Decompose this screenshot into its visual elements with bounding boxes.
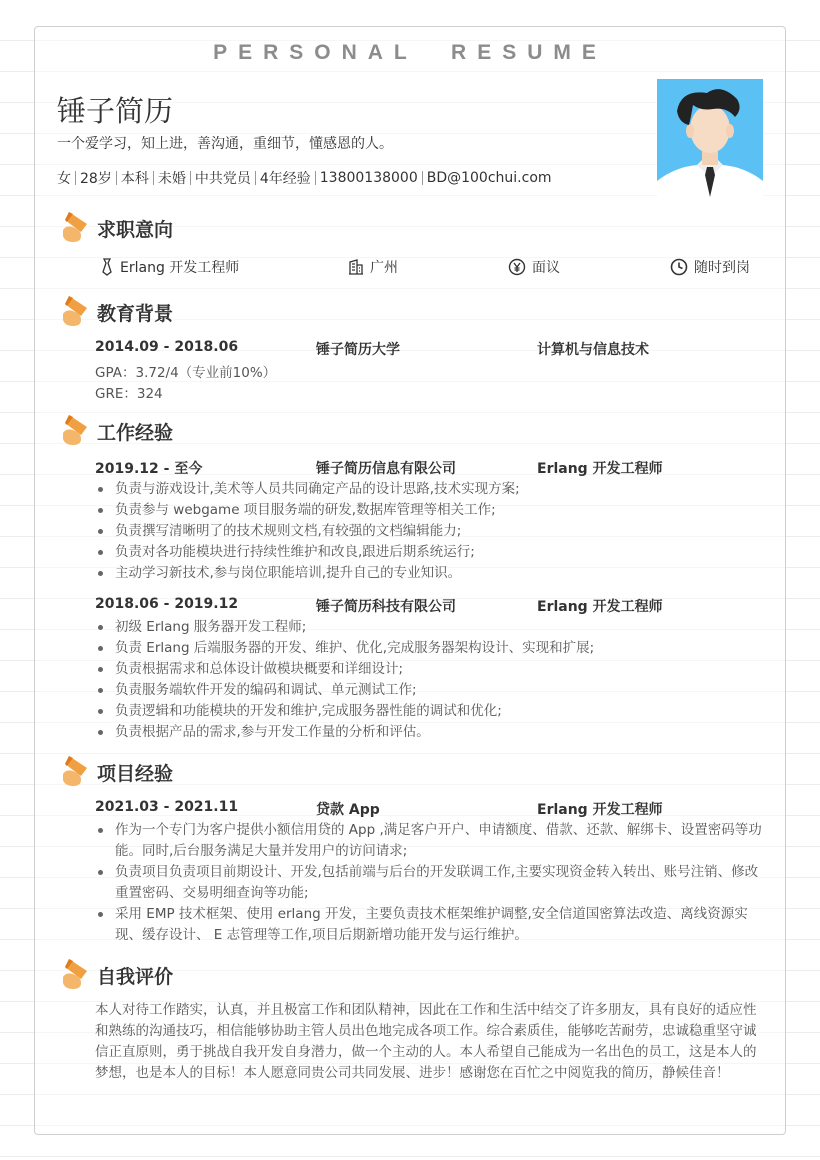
intent-position [100, 257, 239, 277]
list-item: 主动学习新技术,参与岗位职能培训,提升自己的专业知识。 [95, 563, 765, 584]
work-role: Erlang 开发工程师 [537, 599, 663, 615]
list-item: 负责撰写清晰明了的技术规则文档,有较强的文档编辑能力; [95, 521, 765, 542]
list-item: 负责根据产品的需求,参与开发工作量的分析和评估。 [95, 722, 765, 743]
info-political: 中共党员 [194, 171, 251, 187]
pencil-icon [61, 754, 91, 788]
intent-arrival-label: 随时到岗 [694, 260, 750, 276]
info-gender: 女 [57, 171, 71, 187]
section-title: 自我评价 [97, 965, 174, 988]
info-experience: 4年经验 [259, 171, 311, 187]
pencil-icon [61, 294, 91, 328]
pencil-icon [61, 210, 91, 244]
list-item: 负责参与 webgame 项目服务端的研发,数据库管理等相关工作; [95, 500, 765, 521]
info-degree: 本科 [120, 171, 149, 187]
candidate-motto: 一个爱学习，知上进，善沟通，重细节，懂感恩的人。 [57, 136, 393, 152]
list-item: 负责逻辑和功能模块的开发和维护,完成服务器性能的调试和优化; [95, 701, 765, 722]
basic-info-row [57, 168, 552, 188]
list-item: 负责服务端软件开发的编码和调试、单元测试工作; [95, 680, 765, 701]
self-evaluation-text: 本人对待工作踏实，认真，并且极富工作和团队精神，因此在工作和生活中结交了许多朋友，具有良好的适应性和熟练的沟通技巧，相信能够协助主管人员出色地完成各项工作。综合素质佳，能够吃苦耐劳，忠诚稳重坚守诚信正直原则，勇于挑战自我开发自身潜力，做一个主动的人。本人希望自己能成为一名出色的员工，这是本人的梦想，也是本人的目标！本人愿意同贵公司共同发展、进步！感谢您在百忙之中阅览我的简历，静候佳音！ [95, 1002, 757, 1081]
pencil-icon [61, 413, 91, 447]
work-duties-list [95, 617, 765, 743]
list-item: 负责对各功能模块进行持续性维护和改良,跟进后期系统运行; [95, 542, 765, 563]
project-duties-list [95, 820, 765, 946]
building-icon [348, 259, 364, 275]
education-gre: GRE：324 [95, 386, 163, 402]
education-school: 锤子简历大学 [316, 342, 400, 358]
project-name: 贷款 App [316, 802, 380, 818]
education-gpa: GPA：3.72/4（专业前10%） [95, 365, 277, 381]
intent-city [348, 257, 398, 277]
work-header-row [95, 596, 755, 616]
work-company: 锤子简历信息有限公司 [316, 461, 456, 477]
project-role: Erlang 开发工程师 [537, 802, 663, 818]
list-item: 采用 EMP 技术框架、使用 erlang 开发，主要负责技术框架维护调整,安全信道国密算法改造、离线资源实现、缓存设计、 E 志管理等工作,项目后期新增功能开发与运行维护。 [95, 904, 765, 946]
candidate-name: 锤子简历 [57, 94, 174, 128]
section-title: 教育背景 [97, 302, 174, 325]
list-item: 负责项目负责项目前期设计、开发,包括前端与后台的开发联调工作,主要实现资金转入转出、账号注销、修改重置密码、交易明细查询等功能; [95, 862, 765, 904]
list-item: 初级 Erlang 服务器开发工程师; [95, 617, 765, 638]
work-duties-list [95, 479, 765, 584]
work-period: 2019.12 - 至今 [95, 461, 203, 477]
work-role: Erlang 开发工程师 [537, 461, 663, 477]
section-title: 求职意向 [97, 218, 174, 241]
intent-salary [508, 257, 560, 277]
info-age: 28岁 [80, 171, 112, 187]
education-header-row [95, 339, 755, 359]
tie-icon [100, 258, 114, 276]
work-company: 锤子简历科技有限公司 [316, 599, 456, 615]
clock-icon [670, 258, 688, 276]
work-header-row [95, 458, 755, 478]
job-intent-row [95, 257, 765, 279]
intent-position-label: Erlang 开发工程师 [120, 260, 240, 276]
section-title: 项目经验 [97, 762, 174, 785]
resume-page [34, 26, 786, 1135]
list-item: 负责与游戏设计,美术等人员共同确定产品的设计思路,技术实现方案; [95, 479, 765, 500]
project-period: 2021.03 - 2021.11 [95, 799, 239, 815]
yen-icon [508, 258, 526, 276]
section-header-project [61, 754, 173, 788]
work-period: 2018.06 - 2019.12 [95, 596, 239, 612]
info-marital: 未婚 [157, 171, 186, 187]
pencil-icon [61, 957, 91, 991]
list-item: 负责 Erlang 后端服务器的开发、维护、优化,完成服务器架构设计、实现和扩展; [95, 638, 765, 659]
project-header-row [95, 799, 755, 819]
section-header-intent [61, 210, 173, 244]
education-period: 2014.09 - 2018.06 [95, 339, 239, 355]
list-item: 作为一个专门为客户提供小额信用贷的 App ,满足客户开户、申请额度、借款、还款、解绑卡、设置密码等功能。同时,后台服务满足大量并发用户的访问请求; [95, 820, 765, 862]
resume-banner: PERSONAL RESUME [213, 41, 607, 64]
info-email: BD@100chui.com [426, 170, 552, 186]
section-title: 工作经验 [97, 421, 174, 444]
section-header-self [61, 957, 173, 991]
intent-city-label: 广州 [370, 260, 398, 276]
education-major: 计算机与信息技术 [537, 342, 649, 358]
intent-arrival [670, 257, 750, 277]
avatar-photo [657, 79, 763, 199]
info-phone: 13800138000 [319, 170, 418, 186]
section-header-education [61, 294, 173, 328]
list-item: 负责根据需求和总体设计做模块概要和详细设计; [95, 659, 765, 680]
intent-salary-label: 面议 [532, 260, 560, 276]
section-header-work [61, 413, 173, 447]
